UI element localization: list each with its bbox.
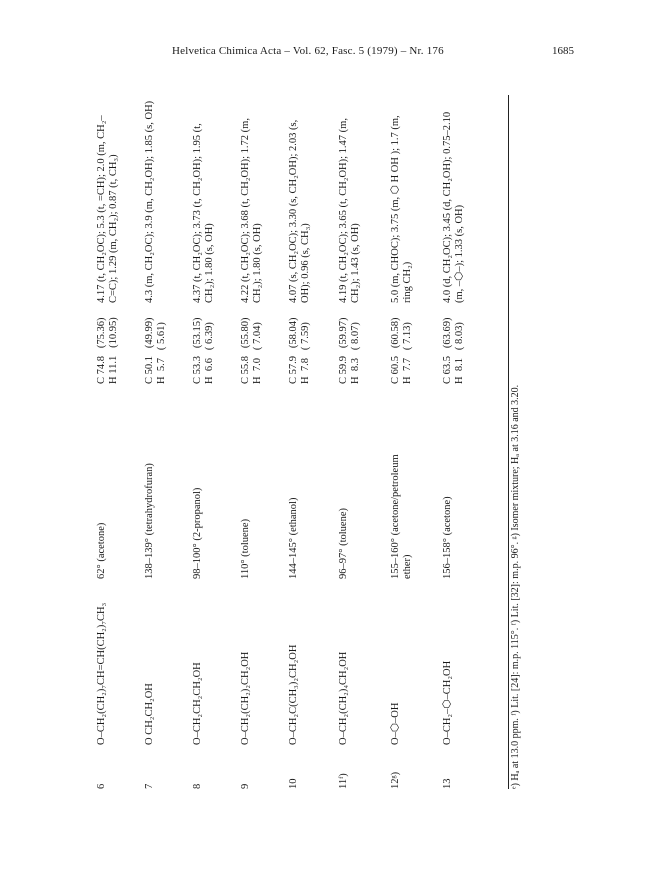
nmr-text: 4.17 (t, CH₂OC); 5.3 (t, =CH); 2.0 (m, CH₂–C=C); 1.29 (m, CH₂); 0.87 (t, CH₃)	[96, 115, 119, 303]
analysis	[288, 318, 312, 385]
analysis	[192, 318, 216, 385]
nmr-text: 4.3 (m, CH₂OC); 3.9 (m, CH₂OH); 1.85 (s, OH)	[144, 100, 155, 303]
analysis-c: C 63.5 (63.69)	[442, 317, 453, 384]
analysis-h: H 8.1 ( 8.03)	[454, 322, 465, 384]
nmr-data	[96, 98, 120, 303]
formula: O–CH₂CH₂CH₂OH	[192, 662, 203, 745]
analysis-c: C 50.1 (49.99)	[144, 317, 155, 384]
running-header: Helvetica Chimica Acta – Vol. 62, Fasc. 5 (1979) – Nr. 176	[172, 45, 444, 57]
nmr-data	[338, 98, 362, 303]
analysis	[96, 317, 120, 384]
analysis-h: H 7.8 ( 7.59)	[300, 322, 311, 384]
nmr-data	[442, 98, 466, 303]
nmr-text: 4.0 (d, CH₂OC); 3.45 (d, CH₂OH); 0.75–2.10 (m, –⬡–); 1.33 (s, OH)	[442, 111, 465, 303]
page-number: 1685	[552, 45, 574, 57]
compound-number: 9	[240, 783, 251, 789]
analysis-h: H 11.1 (10.95)	[108, 317, 119, 384]
melting-point: 155–160° (acetone/petroleum ether)	[390, 454, 413, 579]
analysis-h: H 5.7 ( 5.61)	[156, 322, 167, 384]
melting-point: 156–158° (acetone)	[442, 496, 453, 579]
nmr-data	[192, 98, 216, 303]
footnotes: ᵉ) Hₐ at 13.0 ppm. ᶠ) Lit. [24]: m.p. 115°. ᶠ) Lit. [32]: m.p. 96°. ᵍ) Isomer mixture; Hₐ at 3.16 and 3.20.	[510, 384, 521, 789]
analysis-c: C 53.3 (53.15)	[192, 317, 203, 384]
compound-number: 6	[96, 783, 107, 789]
nmr-data	[144, 98, 156, 303]
melting-point: 110° (toluene)	[240, 518, 251, 579]
formula: O–CH₂–⬡–CH₂OH	[442, 660, 453, 745]
compound-number: 13	[442, 778, 453, 789]
analysis	[442, 318, 466, 385]
nmr-data	[390, 98, 414, 303]
analysis-h: H 7.0 ( 7.04)	[252, 322, 263, 384]
nmr-data	[288, 98, 312, 303]
nmr-text: 4.07 (s, CH₂OC); 3.30 (s, CH₂OH); 2.03 (s, OH); 0.96 (s, CH₃)	[288, 119, 311, 303]
formula: O–CH₂(CH₂)₄CH₂OH	[338, 651, 349, 745]
formula: O–CH₂(CH₂)₂CH₂OH	[240, 651, 251, 745]
analysis	[390, 318, 414, 385]
analysis-c: C 74.8 (75.36)	[96, 317, 107, 384]
melting-point: 96–97° (toluene)	[338, 508, 349, 579]
analysis	[240, 318, 264, 385]
compound-number: 11ᶠ)	[338, 773, 349, 789]
rotated-table	[88, 95, 521, 789]
melting-point: 138–139° (tetrahydrofuran)	[144, 463, 155, 579]
compound-number: 12ᵍ)	[390, 771, 401, 789]
analysis	[338, 318, 362, 385]
nmr-text: 4.37 (t, CH₂OC); 3.73 (t, CH₂OH); 1.95 (t, CH₂); 1.80 (s, OH)	[192, 123, 215, 303]
compound-number: 7	[144, 783, 155, 789]
table-rule	[508, 95, 509, 789]
formula: O CH₂CH₂OH	[144, 683, 155, 745]
nmr-text: 4.19 (t, CH₂OC); 3.65 (t, CH₂OH); 1.47 (m, CH₂); 1.43 (s, OH)	[338, 118, 361, 303]
compound-number: 8	[192, 783, 203, 789]
nmr-text: 5.0 (m, CHOC); 3.75 (m, ⬡ H OH ); 1.7 (m, ring CH₂)	[390, 115, 413, 303]
analysis-h: H 8.3 ( 8.07)	[350, 322, 361, 384]
melting-point: 62° (acetone)	[96, 522, 107, 579]
nmr-data	[240, 98, 264, 303]
analysis-c: C 55.8 (55.80)	[240, 317, 251, 384]
formula: O–CH₂C(CH₃)₂CH₂OH	[288, 644, 299, 745]
melting-point: 144–145° (ethanol)	[288, 497, 299, 579]
nmr-text: 4.22 (t, CH₂OC); 3.68 (t, CH₂OH); 1.72 (m, CH₂); 1.80 (s, OH)	[240, 118, 263, 303]
analysis-c: C 57.9 (58.04)	[288, 317, 299, 384]
analysis-h: H 6.6 ( 6.39)	[204, 322, 215, 384]
compound-number: 10	[288, 778, 299, 789]
formula: O–⬡–OH	[390, 702, 401, 745]
analysis-c: C 59.9 (59.97)	[338, 317, 349, 384]
melting-point: 98–100° (2-propanol)	[192, 487, 203, 579]
analysis	[144, 318, 168, 385]
formula: O–CH₂(CH₂)₇CH=CH(CH₂)₇CH₃	[96, 602, 107, 745]
analysis-c: C 60.5 (60.58)	[390, 317, 401, 384]
analysis-h: H 7.7 ( 7.13)	[402, 322, 413, 384]
